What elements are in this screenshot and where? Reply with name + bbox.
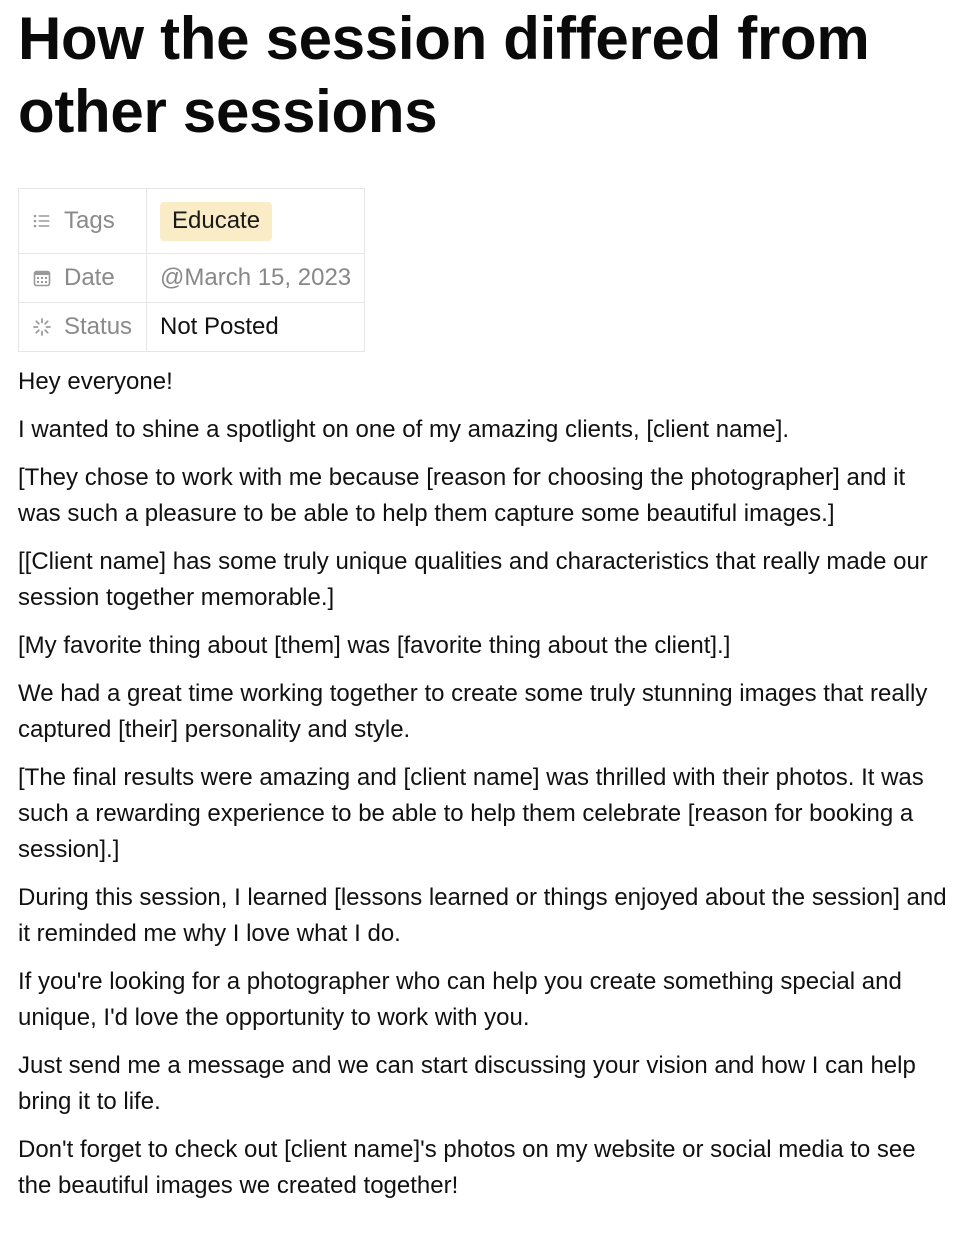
paragraph[interactable]: I wanted to shine a spotlight on one of my amazing clients, [client name]. [18,416,790,443]
paragraph[interactable]: Don't forget to check out [client name]'s photos on my website or social media to see the beautiful images we created together! [18,1136,916,1199]
property-row-status [19,303,365,352]
page-body [18,364,953,1204]
property-value-tags[interactable] [147,189,365,254]
property-key-tags[interactable] [19,189,147,254]
paragraph[interactable]: Hey everyone! [18,368,173,395]
list-icon [32,211,52,231]
property-label-status: Status [64,313,133,340]
page-title[interactable]: How the session differed from other sessions [18,5,870,145]
property-value-status[interactable]: Not Posted [147,303,365,352]
paragraph[interactable]: We had a great time working together to create some truly stunning images that really captured [their] personality and style. [18,680,928,743]
paragraph[interactable]: [The final results were amazing and [client name] was thrilled with their photos. It was such a rewarding experience to be able to help them celebrate [reason for booking a session].] [18,764,924,863]
property-label-date: Date [64,264,115,291]
paragraph[interactable]: If you're looking for a photographer who can help you create something special and unique, I'd love the opportunity to work with you. [18,968,902,1031]
property-row-date [19,254,365,303]
calendar-icon [32,268,52,288]
paragraph[interactable]: [My favorite thing about [them] was [favorite thing about the client].] [18,632,731,659]
property-value-date[interactable]: @March 15, 2023 [147,254,365,303]
property-row-tags [19,189,365,254]
paragraph[interactable]: During this session, I learned [lessons learned or things enjoyed about the session] and it reminded me why I love what I do. [18,884,947,947]
properties-table [18,188,365,352]
paragraph[interactable]: [[Client name] has some truly unique qualities and characteristics that really made our session together memorable.] [18,548,928,611]
property-key-status[interactable] [19,303,147,352]
property-label-tags: Tags [64,207,115,234]
loading-spinner-icon [32,317,52,337]
paragraph[interactable]: [They chose to work with me because [reason for choosing the photographer] and it was such a pleasure to be able to help them capture some beautiful images.] [18,464,906,527]
paragraph[interactable]: Just send me a message and we can start discussing your vision and how I can help bring it to life. [18,1052,916,1115]
property-key-date[interactable] [19,254,147,303]
tag-pill[interactable]: Educate [160,202,272,241]
